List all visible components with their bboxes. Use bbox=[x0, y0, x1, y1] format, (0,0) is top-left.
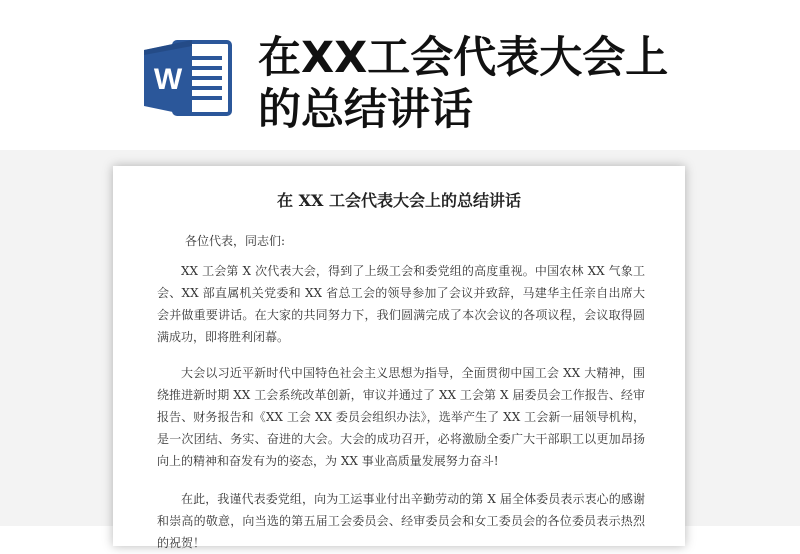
page-title: 在XX工会代表大会上的总结讲话 bbox=[258, 33, 669, 135]
word-icon-letter: W bbox=[153, 63, 183, 96]
header bbox=[0, 0, 800, 150]
document-salutation: 各位代表，同志们: bbox=[185, 234, 286, 248]
document-paragraph: 大会以习近平新时代中国特色社会主义思想为指导，全面贯彻中国工会 XX 大精神，围绕推进新时期 XX 工会系统改革创新，审议并通过了 XX 工会第 X 届委员会工作报告、经审报告、财务报告和《XX 工会 XX 委员会组织办法》，选举产生了 XX 工会新一届领导机构，是一次团结、务实、奋进的大会。大会的成功召开，必将激励全委广大干部职工以更加昂扬向上的精神和奋发有为的姿态，为 XX 事业高质量发展努力奋斗! bbox=[157, 366, 645, 468]
document-title: 在 XX 工会代表大会上的总结讲话 bbox=[277, 191, 521, 210]
document-paragraph: 在此，我谨代表委党组，向为工运事业付出辛勤劳动的第 X 届全体委员表示衷心的感谢和崇高的敬意，向当选的第五届工会委员会、经审委员会和女工委员会的各位委员表示热烈的祝贺！ bbox=[157, 492, 645, 550]
document-page bbox=[113, 166, 685, 550]
document-paragraph: XX 工会第 X 次代表大会，得到了上级工会和委党组的高度重视。中国农林 XX 气象工会、XX 部直属机关党委和 XX 省总工会的领导参加了会议并致辞，马建华主任亲自出席大会并做重要讲话。在大家的共同努力下，我们圆满完成了本次会议的各项议程，会议取得圆满成功，即将胜利闭幕。 bbox=[157, 264, 645, 344]
word-document-icon bbox=[140, 36, 236, 120]
